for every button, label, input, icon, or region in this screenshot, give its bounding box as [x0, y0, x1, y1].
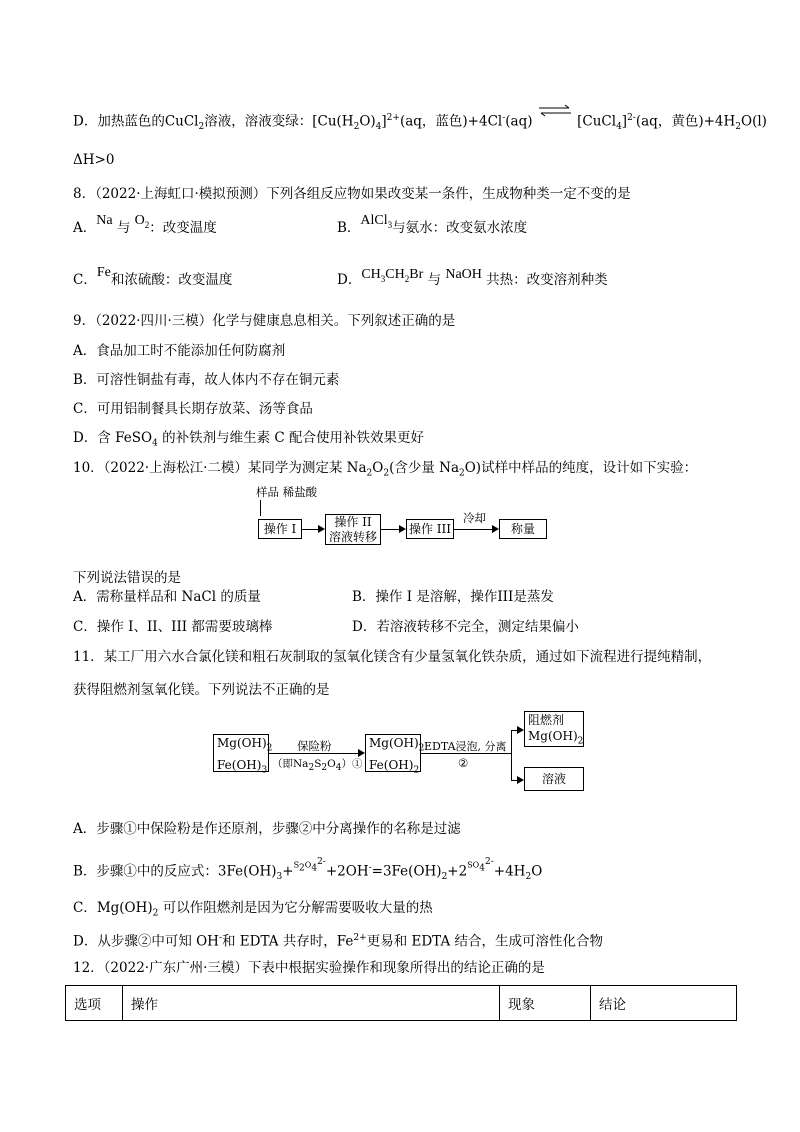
q8-stem: 8．（2022·上海虹口·模拟预测）下列各组反应物如果改变某一条件，生成物种类一定不变的是: [73, 186, 631, 202]
q10-option-c: C．操作 I、II、III 都需要玻璃棒: [73, 619, 273, 635]
q7-option-d: D．加热蓝色的CuCl$_2$溶液，溶液变绿：$[Cu(H_2O)_4]^{2+}(aq$，蓝色)+4Cl-(aq) [CuCl$_4$]$^{2-}$(aq，黄色)$+4H_2O(l)$: [73, 108, 767, 137]
q8-option-b: B．AlCl$_3$与氨水：改变氨水浓度: [337, 213, 528, 236]
q9-option-b: B．可溶性铜盐有毒，故人体内不存在铜元素: [73, 372, 340, 388]
table-header-option: 选项: [66, 986, 123, 1021]
q9-option-a: A．食品加工时不能添加任何防腐剂: [73, 343, 286, 359]
q10-box-weigh: 称量: [499, 519, 547, 539]
q11-option-d: D．从步骤②中可知 OH-和 EDTA 共存时，$Fe^{2+}$更易和 EDTA 结合，生成可溶性化合物: [73, 933, 603, 950]
q10-arrow-label-cool: 冷却: [463, 511, 486, 525]
q9-option-d: D．含 FeSO$_4$ 的补铁剂与维生素 C 配合使用补铁效果更好: [73, 430, 424, 449]
q11-box-flame-retardant: 阻燃剂 $Mg(OH)_2$: [524, 711, 584, 747]
q9-stem: 9．（2022·四川·三模）化学与健康息息相关。下列叙述正确的是: [73, 313, 456, 329]
q8-option-c: C．Fe和浓硫酸：改变温度: [73, 265, 233, 288]
q12-table: [65, 985, 737, 1021]
q12-stem: 12．（2022·广东广州·三模）下表中根据实验操作和现象所得出的结论正确的是: [73, 960, 545, 976]
table-header-operation: 操作: [123, 986, 500, 1021]
q11-box-start: $Mg(OH)_2$ $Fe(OH)_3$: [213, 734, 269, 772]
q11-arrow1-top: 保险粉: [297, 739, 332, 753]
q11-stem-line1: 11．某工厂用六水合氯化镁和粗石灰制取的氢氧化镁含有少量氢氧化铁杂质，通过如下流程进行提纯精制，: [73, 649, 712, 665]
q8-option-a: A．Na 与 $O_2$：改变温度: [73, 213, 217, 236]
table-header-conclusion: 结论: [591, 986, 737, 1021]
q10-box-operation-1: 操作 I: [258, 519, 302, 539]
q11-option-b: B．步骤①中的反应式：$3Fe(OH)_3+S_2O_4^{2-}+2OH^-=3Fe(OH)_2+2SO_4^{2-}+4H_2O$: [73, 857, 543, 883]
equilibrium-arrow-icon: [537, 104, 573, 124]
q8-option-d: D．$CH_3CH_2Br$ 与 NaOH 共热：改变溶剂种类: [337, 267, 608, 288]
q9-option-c: C．可用铝制餐具长期存放菜、汤等食品: [73, 401, 313, 417]
q7-delta-h: ΔH>0: [73, 152, 115, 168]
q10-option-b: B．操作 I 是溶解，操作III是蒸发: [352, 589, 554, 605]
q10-stem: 10．（2022·上海松江·二模）某同学为测定某 $Na_2O_2$(含少量 $Na_2O$)试样中样品的纯度，设计如下实验：: [73, 460, 698, 479]
q11-box-solution: 溶液: [524, 767, 584, 791]
q11-arrow2-top: EDTA浸泡, 分离: [424, 740, 507, 753]
q11-arrow2-bottom: ②: [458, 756, 469, 770]
q11-option-c: C．$Mg(OH)_2$ 可以作阻燃剂是因为它分解需要吸收大量的热: [73, 900, 433, 919]
q11-option-a: A．步骤①中保险粉是作还原剂，步骤②中分离操作的名称是过滤: [73, 821, 461, 837]
table-header-row: [66, 986, 737, 1021]
q10-box-operation-3: 操作 III: [406, 519, 454, 539]
q10-box-operation-2: 操作 II 溶液转移: [325, 514, 381, 545]
q11-arrow1-bottom: （即$Na_2S_2O_4)①$: [272, 758, 363, 774]
q10-option-d: D．若溶液转移不完全，测定结果偏小: [352, 619, 579, 635]
q11-box-middle: $Mg(OH)_2$ $Fe(OH)_2$: [365, 734, 421, 772]
table-header-phenomenon: 现象: [500, 986, 591, 1021]
q10-option-a: A．需称量样品和 NaCl 的质量: [73, 589, 261, 605]
q10-flow-input-label: 样品 稀盐酸: [256, 485, 318, 499]
q10-question: 下列说法错误的是: [73, 570, 181, 586]
q11-stem-line2: 获得阻燃剂氢氧化镁。下列说法不正确的是: [73, 682, 330, 698]
